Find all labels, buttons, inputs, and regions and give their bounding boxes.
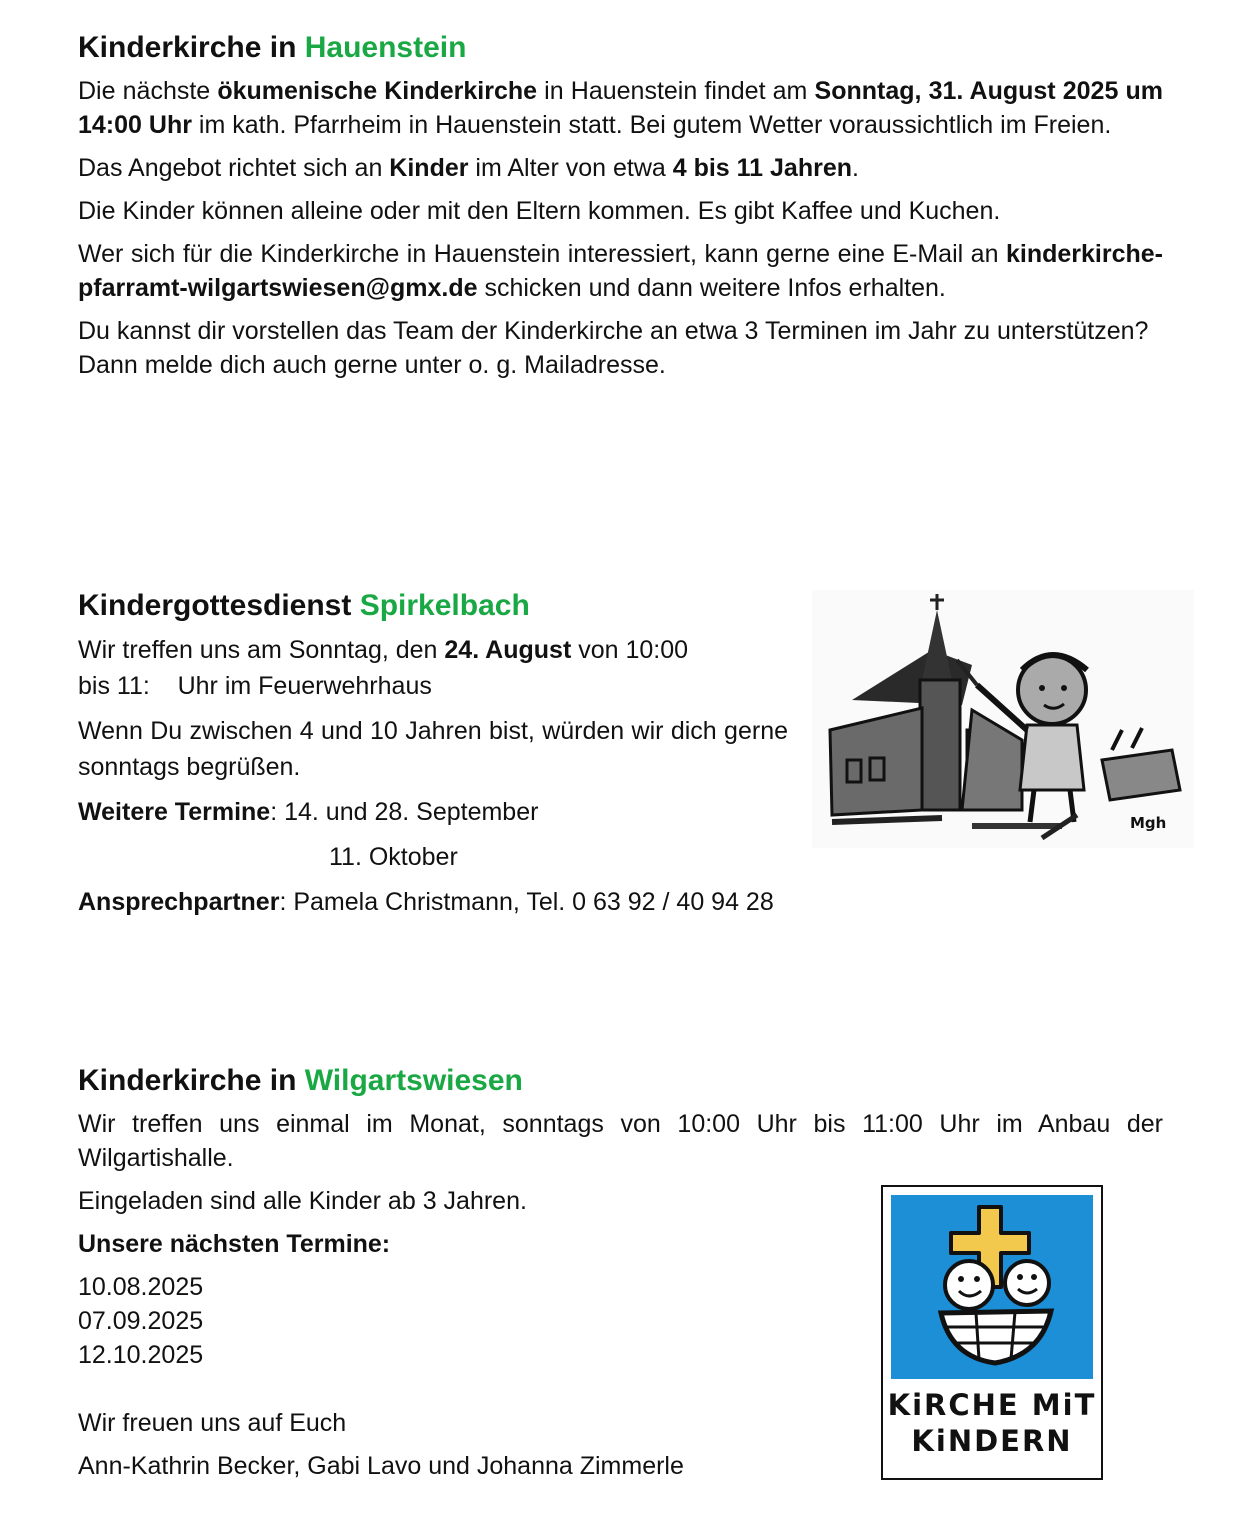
email-address[interactable]: kinderkirche-pfarramt-wilgartswiesen@gmx.de bbox=[78, 240, 1163, 302]
paragraph-email bbox=[78, 237, 1163, 305]
cross-boat-icon bbox=[891, 1195, 1093, 1379]
list-item: 12.10.2025 bbox=[78, 1341, 204, 1369]
text-part: bis 11: Uhr im Feuerwehrhaus bbox=[78, 672, 432, 700]
logo-blue-panel bbox=[891, 1195, 1093, 1379]
closing-text: Wir freuen uns auf Euch bbox=[78, 1409, 347, 1437]
heading-place: Wilgartswiesen bbox=[304, 1064, 523, 1097]
bold-kinderkirche: ökumenische Kinderkirche bbox=[217, 77, 538, 105]
illustration-signature: Mgh bbox=[1130, 814, 1167, 832]
heading-prefix: Kinderkirche in bbox=[78, 1064, 305, 1097]
paragraph-event-info bbox=[78, 74, 1163, 142]
bold-date: 24. August bbox=[444, 636, 572, 664]
text-part: in Hauenstein findet am bbox=[537, 77, 815, 105]
kontakt-value: : Pamela Christmann, Tel. 0 63 92 / 40 94 28 bbox=[279, 888, 774, 916]
heading-place: Spirkelbach bbox=[359, 589, 530, 622]
church-drawing-icon bbox=[812, 590, 1194, 848]
text-part: schicken und dann weitere Infos erhalten. bbox=[477, 274, 946, 302]
text-part: Wir treffen uns am Sonntag, den bbox=[78, 636, 445, 664]
heading-place: Hauenstein bbox=[304, 31, 467, 64]
church-child-illustration bbox=[812, 590, 1194, 848]
text-part: Wer sich für die Kinderkirche in Hauenstein interessiert, kann gerne eine E-Mail an bbox=[78, 240, 1006, 268]
heading-prefix: Kindergottesdienst bbox=[78, 589, 360, 622]
logo-line-2: KiNDERN bbox=[911, 1424, 1073, 1458]
paragraph-parents: Die Kinder können alleine oder mit den Eltern kommen. Es gibt Kaffee und Kuchen. bbox=[78, 197, 1001, 225]
paragraph-welcome: Wenn Du zwischen 4 und 10 Jahren bist, würden wir dich gerne sonntags begrüßen. bbox=[78, 717, 788, 781]
termine-label: Weitere Termine bbox=[78, 798, 271, 826]
text-part: . bbox=[852, 154, 859, 182]
paragraph-meeting bbox=[78, 632, 898, 704]
heading-hauenstein bbox=[78, 30, 1163, 66]
paragraph-termine bbox=[78, 794, 898, 830]
termine-first: : 14. und 28. September bbox=[270, 798, 539, 826]
bold-date: Sonntag, 31. August 2025 um 14:00 Uhr bbox=[78, 77, 1163, 139]
heading-spirkelbach bbox=[78, 588, 898, 624]
termine-second: 11. Oktober bbox=[329, 843, 458, 871]
list-item: 10.08.2025 bbox=[78, 1273, 204, 1301]
section-hauenstein bbox=[78, 30, 1163, 382]
text-part: Das Angebot richtet sich an bbox=[78, 154, 390, 182]
kirche-mit-kindern-logo bbox=[881, 1185, 1103, 1480]
text-part: von 10:00 bbox=[571, 636, 689, 664]
text-part: Die nächste bbox=[78, 77, 218, 105]
bold-kinder: Kinder bbox=[389, 154, 469, 182]
dates-heading-text: Unsere nächsten Termine: bbox=[78, 1230, 391, 1258]
paragraph-meeting: Wir treffen uns einmal im Monat, sonntags von 10:00 Uhr bis 11:00 Uhr im Anbau der Wilgartishalle. bbox=[78, 1110, 1163, 1172]
section-spirkelbach bbox=[78, 588, 898, 920]
kontakt-label: Ansprechpartner bbox=[78, 888, 280, 916]
list-item: 07.09.2025 bbox=[78, 1307, 204, 1335]
text-part: im kath. Pfarrheim in Hauenstein statt. Bei gutem Wetter voraussichtlich im Freien. bbox=[191, 111, 1112, 139]
bold-age-range: 4 bis 11 Jahren bbox=[672, 154, 853, 182]
paragraph-invite: Eingeladen sind alle Kinder ab 3 Jahren. bbox=[78, 1187, 527, 1215]
signature-text: Ann-Kathrin Becker, Gabi Lavo und Johanna Zimmerle bbox=[78, 1452, 684, 1480]
paragraph-age bbox=[78, 151, 1163, 185]
paragraph-team: Du kannst dir vorstellen das Team der Kinderkirche an etwa 3 Terminen im Jahr zu unterstützen? Dann melde dich auch gerne unter o. g. Mailadresse. bbox=[78, 317, 1149, 379]
heading-prefix: Kinderkirche in bbox=[78, 31, 305, 64]
text-part: im Alter von etwa bbox=[468, 154, 673, 182]
paragraph-kontakt bbox=[78, 884, 898, 920]
logo-text bbox=[883, 1387, 1101, 1459]
heading-wilgartswiesen bbox=[78, 1063, 1163, 1099]
logo-line-1: KiRCHE MiT bbox=[887, 1388, 1097, 1422]
